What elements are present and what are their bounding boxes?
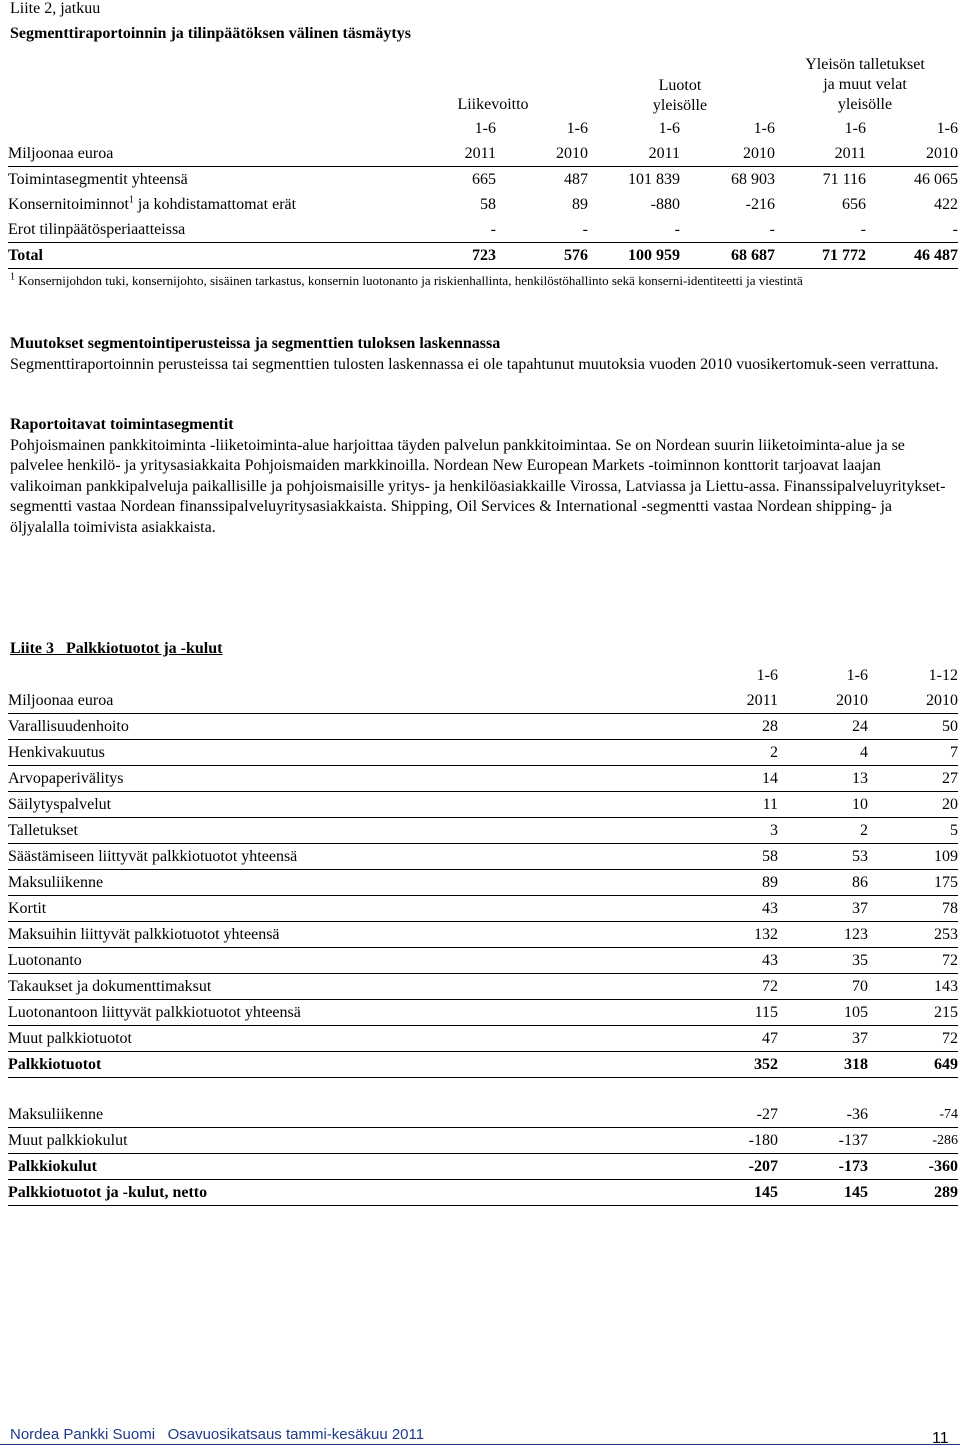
table-row: Muut palkkiokulut -180 -137 -286 [8, 1128, 958, 1154]
spacer-row [8, 1078, 958, 1103]
table-row: Säästämiseen liittyvät palkkiotuotot yhteensä 58 53 109 [8, 844, 958, 870]
net-total-row: Palkkiotuotot ja -kulut, netto 145 145 289 [8, 1180, 958, 1206]
table-row: Talletukset 3 2 5 [8, 818, 958, 844]
table-row: Muut palkkiotuotot 47 37 72 [8, 1026, 958, 1052]
period-row: 1-6 1-6 1-6 1-6 1-6 1-6 [474, 119, 958, 137]
table-row: Luotonanto 43 35 72 [8, 948, 958, 974]
section-heading: Muutokset segmentointiperusteissa ja segmenttien tuloksen laskennassa [10, 335, 501, 352]
section-reportable-segments [10, 415, 950, 538]
appendix-title: Liite 3 Palkkiotuotot ja -kulut [10, 640, 223, 657]
footer-text: Nordea Pankki Suomi Osavuosikatsaus tammi-kesäkuu 2011 [10, 1426, 425, 1443]
expense-total-row: Palkkiokulut -207 -173 -360 [8, 1154, 958, 1180]
group-header-liikevoitto: Liikevoitto [457, 96, 529, 113]
group-header-luotot: Luotot yleisölle [652, 77, 708, 114]
section-segment-changes [10, 334, 950, 375]
section-body: Segmenttiraportoinnin perusteissa tai segmenttien tulosten laskennassa ei ole tapahtunut muutoksia vuoden 2010 vuosikertomuk-seen verrattuna. [10, 355, 939, 373]
table-row: Säilytyspalvelut 11 10 20 [8, 792, 958, 818]
table-row: Maksuliikenne 89 86 175 [8, 870, 958, 896]
section-title: Segmenttiraportoinnin ja tilinpäätöksen välinen täsmäytys [10, 25, 411, 42]
page-header: Liite 2, jatkuu [10, 0, 101, 17]
table-row: Varallisuudenhoito 28 24 50 [8, 714, 958, 740]
group-header-talletukset: Yleisön talletukset ja muut velat yleisölle [805, 56, 925, 113]
section-heading: Raportoitavat toimintasegmentit [10, 416, 234, 433]
table-row: Luotonantoon liittyvät palkkiotuotot yhteensä 115 105 215 [8, 1000, 958, 1026]
income-total-row: Palkkiotuotot 352 318 649 [8, 1052, 958, 1078]
page-number: 11 [932, 1430, 949, 1447]
year-row: Miljoonaa euroa 2011 2010 2010 [8, 688, 958, 714]
table-row: Kortit 43 37 78 [8, 896, 958, 922]
total-row: Total 723 576 100 959 68 687 71 772 46 487 [8, 243, 958, 269]
table-row: Maksuihin liittyvät palkkiotuotot yhteensä 132 123 253 [8, 922, 958, 948]
table-row: Konsernitoiminnot$^1$ ja kohdistamattomat erät 58 89 -880 -216 656 422 [8, 194, 958, 213]
table-row: Maksuliikenne -27 -36 -74 [8, 1102, 958, 1128]
table-row: Toimintasegmentit yhteensä 665 487 101 839 68 903 71 116 46 065 [8, 170, 958, 188]
segment-table [8, 116, 958, 269]
year-row: Miljoonaa euroa 2011 2010 2011 2010 2011 2010 [8, 141, 958, 167]
footer-rule [0, 1444, 960, 1445]
table-row: Takaukset ja dokumenttimaksut 72 70 143 [8, 974, 958, 1000]
footnote: $^1$ Konsernijohdon tuki, konsernijohto, sisäinen tarkastus, konsernin luotonanto ja riskienhallinta, henkilöstöhallinto sekä konserni-identiteetti ja viestintä [10, 271, 803, 288]
section-body: Pohjoismainen pankkitoiminta -liiketoiminta-alue harjoittaa täyden palvelun pankkitoimintaa. Se on Nordean suurin liiketoiminta-alue ja se palvelee henkilö- ja yritysasiakkaita Pohjoismaiden markkinoilla. Nordean New European Markets -toiminnon konttorit tarjoavat laajan valikoiman pankkipalveluja paikallisille ja pohjoismaisille yritys- ja henkilöasiakkaille Virossa, Latviassa ja Liettu-assa. Finanssipalveluyritykset-segmentti vastaa Nordean finanssipalveluyritysasiakkaista. Shipping, Oil Services & International -segmentti vastaa Nordean shipping- ja öljyalalla toimivista asiakkaista. [10, 436, 946, 536]
period-row: 1-6 1-6 1-12 [756, 666, 958, 684]
table-row: Henkivakuutus 2 4 7 [8, 740, 958, 766]
fee-table [8, 663, 958, 1206]
table-row: Arvopaperivälitys 14 13 27 [8, 766, 958, 792]
table-row: Erot tilinpäätösperiaatteissa - - - - - - [8, 217, 958, 243]
